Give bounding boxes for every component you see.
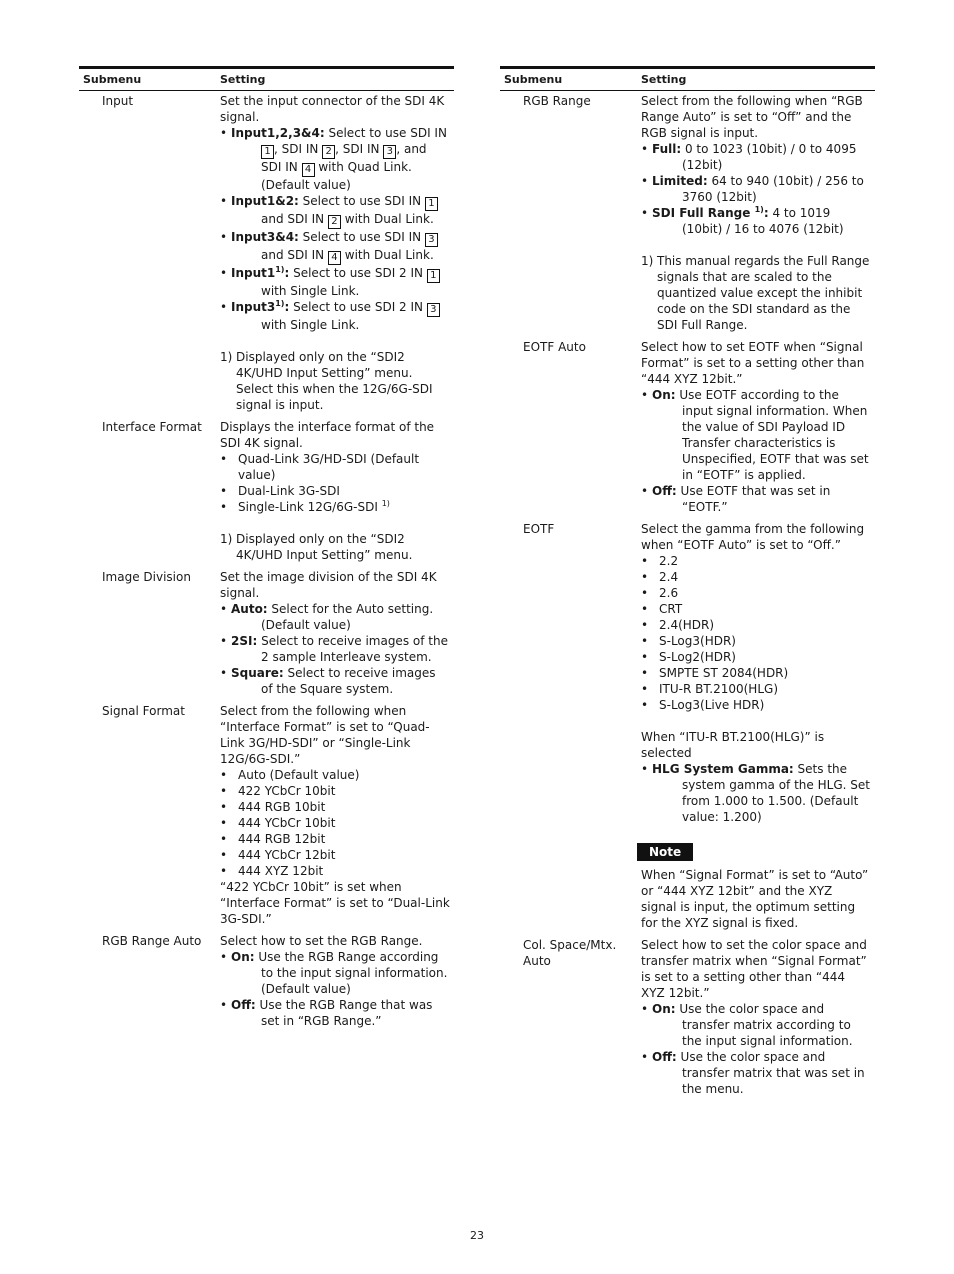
- submenu-eotf: EOTF: [523, 522, 555, 536]
- bullet-item: • On: Use the RGB Range according to the input signal information. (Default value): [220, 950, 448, 996]
- bullet-label-text: Input1: [231, 266, 276, 280]
- bullet-text: 64 to 940 (10bit) / 256 to 3760 (12bit): [682, 174, 864, 204]
- list-item: • Dual-Link 3G-SDI: [220, 484, 340, 498]
- bullet-label: Limited:: [652, 174, 708, 188]
- bullet-label-text: Input3: [231, 300, 276, 314]
- bullet-text: with Dual Link.: [340, 212, 434, 226]
- label-colon: :: [763, 206, 769, 220]
- bullet-text: , SDI IN: [274, 142, 323, 156]
- bullet-text: Select to receive images of the 2 sample Interleave system.: [257, 634, 448, 664]
- note-label: Note: [637, 843, 693, 861]
- left-settings-table: [79, 66, 454, 1029]
- bullet-text: Select to use SDI IN: [324, 126, 447, 140]
- setting-description: Select how to set EOTF when “Signal Format” is set to a setting other than “444 XYZ 12bit.”: [641, 340, 865, 386]
- setting-signal-format: [220, 703, 454, 927]
- setting-description: Select how to set the color space and transfer matrix when “Signal Format” is set to a setting other than “444 XYZ 12bit.”: [641, 938, 867, 1000]
- setting-description: Select from the following when “Interface Format” is set to “Quad-Link 3G/HD-SDI” or “Single-Link 12G/6G-SDI.”: [220, 704, 430, 766]
- connector-number-box: 1: [425, 197, 438, 211]
- list-item-text: Auto (Default value): [238, 768, 360, 782]
- list-item-text: Quad-Link 3G/HD-SDI (Default value): [238, 452, 420, 482]
- list-item: • 444 YCbCr 12bit: [220, 848, 336, 862]
- list-item-text: 444 YCbCr 10bit: [238, 816, 336, 830]
- bullet-item: • Input3&4: Select to use SDI IN 3 and SDI IN 4 with Dual Link.: [220, 229, 450, 265]
- list-item: • Quad-Link 3G/HD-SDI (Default value): [220, 452, 420, 482]
- list-item-text: 2.4: [659, 570, 679, 584]
- connector-number-box: 3: [425, 233, 438, 247]
- list-item-text: S-Log2(HDR): [659, 650, 736, 664]
- list-item-text: CRT: [659, 602, 683, 616]
- list-item-text: S-Log3(HDR): [659, 634, 736, 648]
- bullet-label: [231, 266, 289, 280]
- setting-note-text: “422 YCbCr 10bit” is set when “Interface Format” is set to “Dual-Link 3G-SDI.”: [220, 880, 450, 926]
- list-item-text: 422 YCbCr 10bit: [238, 784, 336, 798]
- setting-description: Set the image division of the SDI 4K signal.: [220, 570, 437, 600]
- footnote-mark: 1): [641, 254, 654, 268]
- bullet-label: [652, 206, 769, 220]
- footnote-mark: 1): [220, 350, 233, 364]
- bullet-label: 2SI:: [231, 634, 258, 648]
- table-row: [500, 521, 875, 931]
- bullet-item: • Input1&2: Select to use SDI IN 1 and SDI IN 2 with Dual Link.: [220, 193, 450, 229]
- table-row: [500, 937, 875, 1097]
- footnote-ref: 1): [275, 299, 285, 308]
- bullet-text: Select to use SDI IN: [298, 194, 425, 208]
- bullet-label: HLG System Gamma:: [652, 762, 794, 776]
- bullet-item: • Off: Use the RGB Range that was set in “RGB Range.”: [220, 998, 433, 1028]
- bullet-text: Use the color space and transfer matrix according to the input signal information.: [675, 1002, 853, 1048]
- footnote: [220, 531, 450, 563]
- bullet-item: • Input1,2,3&4: Select to use SDI IN 1 , SDI IN 2 , SDI IN 3 , and SDI IN 4 with Quad Link. (Default value): [220, 126, 447, 192]
- bullet-text: with Dual Link.: [340, 248, 434, 262]
- list-item-text: ITU-R BT.2100(HLG): [659, 682, 778, 696]
- bullet-text: Select for the Auto setting. (Default value): [261, 602, 434, 632]
- footnote-mark: 1): [220, 532, 233, 546]
- list-item: • 2.4: [641, 570, 679, 584]
- right-settings-table: [500, 66, 875, 1097]
- setting-description: Select the gamma from the following when “EOTF Auto” is set to “Off.”: [641, 522, 865, 552]
- list-item: • Single-Link 12G/6G-SDI $^{1)}$: [220, 499, 390, 514]
- label-colon: :: [284, 300, 290, 314]
- bullet-text: Use EOTF according to the input signal information. When the value of SDI Payload ID Transfer characteristics is Unspecified, EOTF that was set in “EOTF” is applied.: [675, 388, 869, 482]
- submenu-col-space-mtx-auto: Col. Space/Mtx. Auto: [523, 938, 617, 968]
- bullet-label: Off:: [652, 484, 677, 498]
- setting-col-space-mtx-auto: [641, 937, 875, 1097]
- bullet-text: Use the color space and transfer matrix that was set in the menu.: [676, 1050, 865, 1096]
- list-item-text: 444 RGB 10bit: [238, 800, 326, 814]
- list-item: • 444 RGB 10bit: [220, 800, 326, 814]
- bullet-label: Off:: [231, 998, 256, 1012]
- connector-number-box: 4: [328, 251, 341, 265]
- submenu-rgb-range-auto: RGB Range Auto: [102, 934, 202, 948]
- footnote-text: This manual regards the Full Range signals that are scaled to the quantized value except the inhibit code on the SDI standard as the SDI Full Range.: [657, 254, 870, 332]
- list-item-text: Dual-Link 3G-SDI: [238, 484, 340, 498]
- list-item-text: 2.6: [659, 586, 679, 600]
- table-header: [79, 66, 454, 91]
- footnote-ref: 1): [754, 205, 764, 214]
- table-row: [79, 93, 454, 413]
- bullet-label: [231, 300, 289, 314]
- bullet-text: 0 to 1023 (10bit) / 0 to 4095 (12bit): [681, 142, 857, 172]
- bullet-label: On:: [652, 388, 676, 402]
- bullet-item: • Off: Use EOTF that was set in “EOTF.”: [641, 484, 831, 514]
- list-item: • S-Log3(HDR): [641, 634, 736, 648]
- footnote: [220, 349, 450, 413]
- connector-number-box: 2: [322, 145, 335, 159]
- table-row: [500, 339, 875, 515]
- bullet-item: • Square: Select to receive images of the Square system.: [220, 666, 436, 696]
- bullet-item: • Auto: Select for the Auto setting. (Default value): [220, 602, 434, 632]
- footnote-ref: 1): [275, 265, 285, 274]
- list-item: • 444 YCbCr 10bit: [220, 816, 336, 830]
- table-row: [79, 933, 454, 1029]
- bullet-item: • Input3$^{1)}$: Select to use SDI 2 IN 3 with Single Link.: [220, 299, 450, 333]
- footnote-ref: 1): [381, 499, 390, 508]
- bullet-text: Select to use SDI 2 IN: [289, 300, 427, 314]
- submenu-interface-format: Interface Format: [102, 420, 202, 434]
- bullet-item: • Full: 0 to 1023 (10bit) / 0 to 4095 (12bit): [641, 142, 857, 172]
- footnote-text: Displayed only on the “SDI2 4K/UHD Input Setting” menu.: [236, 532, 413, 562]
- list-item-text: 2.4(HDR): [659, 618, 715, 632]
- list-item-text: Single-Link 12G/6G-SDI: [238, 500, 378, 514]
- bullet-label: On:: [652, 1002, 676, 1016]
- setting-eotf-auto: [641, 339, 875, 515]
- connector-number-box: 2: [328, 215, 341, 229]
- bullet-text: , SDI IN: [335, 142, 384, 156]
- list-item-text: 444 YCbCr 12bit: [238, 848, 336, 862]
- bullet-text: Sets the system gamma of the HLG. Set from 1.000 to 1.500. (Default value: 1.200): [682, 762, 870, 824]
- bullet-text: with Single Link.: [261, 318, 360, 332]
- note-text: When “Signal Format” is set to “Auto” or “444 XYZ 12bit” and the XYZ signal is input, the optimum setting for the XYZ signal is fixed.: [641, 868, 869, 930]
- setting-input: [220, 93, 454, 413]
- list-item: • Auto (Default value): [220, 768, 360, 782]
- bullet-label: Full:: [652, 142, 682, 156]
- bullet-text: 4 to 1019 (10bit) / 16 to 4076 (12bit): [682, 206, 844, 236]
- bullet-text: Select to use SDI 2 IN: [289, 266, 427, 280]
- bullet-text: and SDI IN: [261, 248, 328, 262]
- setting-description: Select from the following when “RGB Range Auto” is set to “Off” and the RGB signal is input.: [641, 94, 863, 140]
- submenu-image-division: Image Division: [102, 570, 191, 584]
- bullet-label: Square:: [231, 666, 284, 680]
- bullet-text: Select to receive images of the Square system.: [261, 666, 436, 696]
- footnote-text: Displayed only on the “SDI2 4K/UHD Input Setting” menu. Select this when the 12G/6G-SDI signal is input.: [236, 350, 433, 412]
- list-item: • S-Log3(Live HDR): [641, 698, 765, 712]
- submenu-header: Submenu: [83, 72, 142, 86]
- list-item: • 444 XYZ 12bit: [220, 864, 324, 878]
- bullet-text: Use the RGB Range that was set in “RGB Range.”: [255, 998, 433, 1028]
- bullet-label: On:: [231, 950, 255, 964]
- connector-number-box: 3: [383, 145, 396, 159]
- setting-eotf: [641, 521, 875, 931]
- bullet-text: Use EOTF that was set in “EOTF.”: [676, 484, 831, 514]
- bullet-label: Input3&4:: [231, 230, 299, 244]
- list-item: • S-Log2(HDR): [641, 650, 736, 664]
- bullet-text: with Single Link.: [261, 284, 360, 298]
- table-row: [500, 93, 875, 333]
- table-header: [500, 66, 875, 91]
- setting-header: Setting: [641, 72, 687, 86]
- note-label-row: [641, 843, 871, 861]
- bullet-label: Input1&2:: [231, 194, 299, 208]
- footnote: [641, 253, 871, 333]
- page-number: 23: [470, 1229, 484, 1242]
- setting-description: Set the input connector of the SDI 4K signal.: [220, 94, 445, 124]
- setting-image-division: [220, 569, 454, 697]
- bullet-label: Input1,2,3&4:: [231, 126, 325, 140]
- setting-rgb-range: [641, 93, 875, 333]
- list-item-text: 444 XYZ 12bit: [238, 864, 324, 878]
- bullet-item: • 2SI: Select to receive images of the 2 sample Interleave system.: [220, 634, 448, 664]
- bullet-text: Select to use SDI IN: [298, 230, 425, 244]
- connector-number-box: 3: [427, 303, 440, 317]
- bullet-label-text: SDI Full Range: [652, 206, 751, 220]
- submenu-eotf-auto: EOTF Auto: [523, 340, 586, 354]
- bullet-item: • On: Use the color space and transfer matrix according to the input signal information.: [641, 1002, 853, 1048]
- table-row: [79, 569, 454, 697]
- bullet-item: • Off: Use the color space and transfer matrix that was set in the menu.: [641, 1050, 865, 1096]
- submenu-input: Input: [102, 94, 134, 108]
- list-item: • CRT: [641, 602, 683, 616]
- list-item-text: 2.2: [659, 554, 679, 568]
- bullet-item: • SDI Full Range $^{1)}$: 4 to 1019 (10bit) / 16 to 4076 (12bit): [641, 205, 844, 236]
- setting-description: Displays the interface format of the SDI 4K signal.: [220, 420, 435, 450]
- list-item: • 2.6: [641, 586, 679, 600]
- list-item-text: S-Log3(Live HDR): [659, 698, 765, 712]
- connector-number-box: 1: [261, 145, 274, 159]
- list-item: • 2.2: [641, 554, 679, 568]
- setting-interface-format: [220, 419, 454, 563]
- bullet-label: Auto:: [231, 602, 268, 616]
- list-item: • ITU-R BT.2100(HLG): [641, 682, 778, 696]
- bullet-text: and SDI IN: [261, 212, 328, 226]
- bullet-text: , and SDI IN: [261, 142, 427, 174]
- submenu-signal-format: Signal Format: [102, 704, 185, 718]
- table-row: [79, 419, 454, 563]
- bullet-text: with Quad Link. (Default value): [261, 160, 412, 192]
- setting-rgb-range-auto: [220, 933, 454, 1029]
- list-item: • 444 RGB 12bit: [220, 832, 326, 846]
- label-colon: :: [284, 266, 290, 280]
- list-item: • SMPTE ST 2084(HDR): [641, 666, 789, 680]
- submenu-header: Submenu: [504, 72, 563, 86]
- bullet-label: Off:: [652, 1050, 677, 1064]
- submenu-rgb-range: RGB Range: [523, 94, 591, 108]
- list-item-text: SMPTE ST 2084(HDR): [659, 666, 789, 680]
- list-item: • 422 YCbCr 10bit: [220, 784, 336, 798]
- setting-description: Select how to set the RGB Range.: [220, 934, 423, 948]
- list-item-text: 444 RGB 12bit: [238, 832, 326, 846]
- connector-number-box: 1: [427, 269, 440, 283]
- bullet-item: • Input1$^{1)}$: Select to use SDI 2 IN 1 with Single Link.: [220, 265, 450, 299]
- bullet-item: • Limited: 64 to 940 (10bit) / 256 to 3760 (12bit): [641, 174, 864, 204]
- bullet-item: • On: Use EOTF according to the input signal information. When the value of SDI Payload ID Transfer characteristics is Unspecified, EOTF that was set in “EOTF” is applied.: [641, 388, 869, 482]
- table-row: [79, 703, 454, 927]
- setting-header: Setting: [220, 72, 266, 86]
- connector-number-box: 4: [302, 163, 315, 177]
- list-item: • 2.4(HDR): [641, 618, 715, 632]
- bullet-text: Use the RGB Range according to the input signal information. (Default value): [254, 950, 448, 996]
- hlg-intro: When “ITU-R BT.2100(HLG)” is selected: [641, 730, 825, 760]
- bullet-item: • HLG System Gamma: Sets the system gamma of the HLG. Set from 1.000 to 1.500. (Default value: 1.200): [641, 762, 870, 824]
